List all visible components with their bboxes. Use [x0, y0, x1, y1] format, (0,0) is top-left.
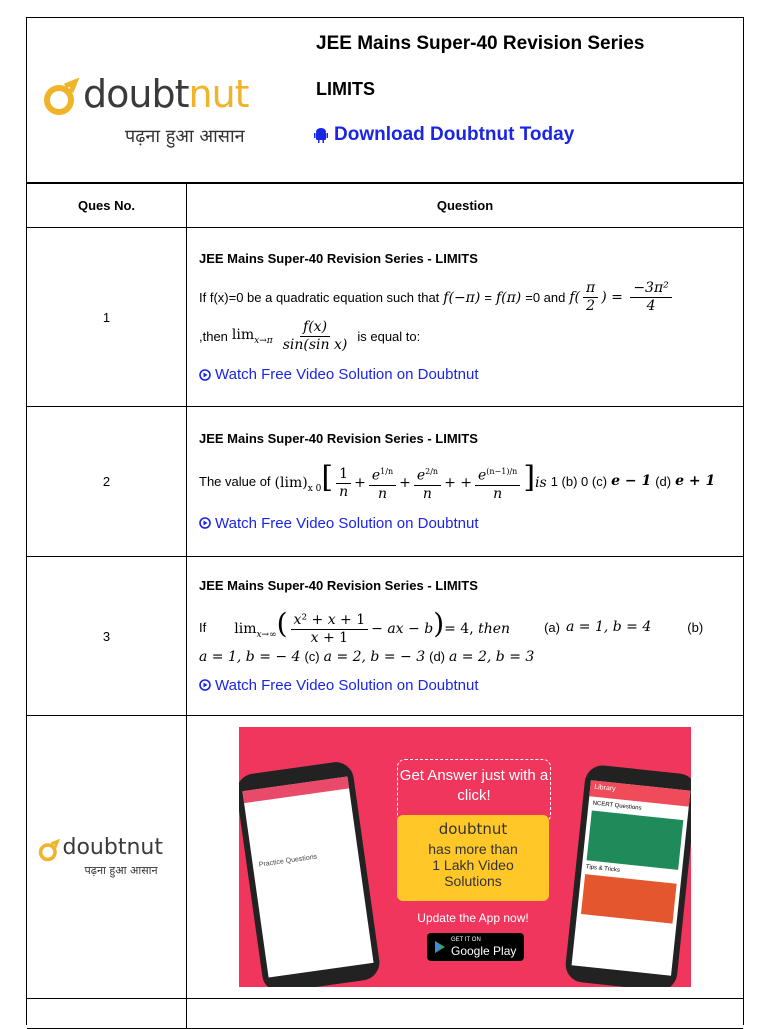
document-page	[26, 17, 744, 1025]
play-icon	[199, 679, 211, 691]
table-row	[27, 228, 743, 407]
google-play-button[interactable]: GET IT ON Google Play	[427, 933, 524, 961]
math-expression: $\lim_{x\to\pi}$	[231, 327, 273, 346]
question-number: 1	[27, 228, 187, 407]
table-row	[27, 557, 743, 716]
question-cell	[187, 407, 744, 557]
question-text: If $\lim_{x\to\infty}$( $\frac{\text{x² + x + 1}}{x + 1}$ − ax − b)= 4, then (a) a = 1, b = 4 (b)	[199, 607, 704, 646]
question-text: The value of $(\lim)_{x 0}$[ $\frac{1}{n}$ + $\frac{e^{1/n}}{n}$ + $\frac{e^{2/n}}{n}$ + + $\frac{e^{(n-1)/n}}{n}$ ]is 1 (b) 0 (c) e − 1 (d) e + 1	[199, 460, 716, 502]
question-cell	[187, 557, 744, 716]
math-expression: f(−π)	[443, 289, 481, 306]
question-heading: JEE Mains Super-40 Revision Series - LIMITS	[199, 578, 478, 594]
series-title: JEE Mains Super-40 Revision Series	[316, 33, 645, 54]
math-expression: $\lim_{x\to\infty}$( $\frac{\text{x² + x + 1}}{x + 1}$ − ax − b)= 4, then	[234, 607, 511, 646]
table-row	[27, 999, 743, 1029]
download-label: Download Doubtnut Today	[334, 124, 575, 145]
download-link[interactable]	[314, 124, 574, 146]
promo-banner[interactable]	[239, 727, 691, 987]
table-header-row	[27, 184, 743, 228]
play-icon	[199, 369, 211, 381]
promo-row	[27, 716, 743, 999]
question-number: 2	[27, 407, 187, 557]
page-header	[27, 18, 743, 184]
column-header-ques-no: Ques No.	[27, 184, 187, 228]
doubtnut-logo-small: doubtnut पढ़ना हुआ आसान	[37, 835, 177, 879]
questions-table	[27, 183, 743, 1029]
promo-logo-cell	[27, 716, 187, 999]
logo-tagline: पढ़ना हुआ आसान	[125, 126, 245, 147]
column-header-question: Question	[187, 184, 744, 228]
watch-video-link[interactable]: Watch Free Video Solution on Doubtnut	[199, 515, 731, 532]
math-expression: f( $\frac{\pi}{2}$ ) = $\frac{\text{−3π²}}{4}$	[569, 280, 674, 315]
promo-claim-box: doubtnut has more than 1 Lakh Video Solutions	[397, 815, 549, 901]
phone-left-image: Practice Questions	[239, 760, 382, 987]
question-text-2: ,then $\lim_{x\to\pi}$ $\frac{f(x)}{\text{sin(sin x)}}$ is equal to:	[199, 319, 421, 353]
doubtnut-logo	[41, 64, 276, 156]
question-heading: JEE Mains Super-40 Revision Series - LIMITS	[199, 251, 478, 266]
watch-video-link[interactable]: Watch Free Video Solution on Doubtnut	[199, 677, 731, 694]
question-cell	[187, 228, 744, 407]
doubtnut-logo-icon	[41, 78, 81, 118]
promo-banner-cell	[187, 716, 744, 999]
android-icon	[314, 127, 328, 143]
question-heading: JEE Mains Super-40 Revision Series - LIMITS	[199, 431, 478, 447]
question-number: 3	[27, 557, 187, 716]
question-text: If f(x)=0 be a quadratic equation such that f(−π) = f(π) =0 and f( $\frac{\pi}{2}$ ) = $\frac{\text{−3π²}}{4}$	[199, 280, 731, 315]
watch-video-link[interactable]: Watch Free Video Solution on Doubtnut	[199, 366, 731, 383]
doubtnut-logo-icon	[37, 839, 61, 863]
promo-headline: Get Answer just with a click!	[397, 759, 551, 823]
table-row	[27, 407, 743, 557]
topic-title: LIMITS	[316, 79, 375, 99]
google-play-icon	[433, 940, 447, 954]
math-expression: $(\lim)_{x 0}$[ $\frac{1}{n}$ + $\frac{e^{1/n}}{n}$ + $\frac{e^{2/n}}{n}$ + + $\frac{e^{(n-1)/n}}{n}$ ]is	[274, 460, 547, 502]
phone-right-image: Library NCERT Questions Tips & Tricks	[564, 764, 691, 987]
question-options: a = 1, b = − 4 (c) a = 2, b = − 3 (d) a = 2, b = 3	[199, 648, 535, 665]
logo-wordmark: doubtnut	[83, 72, 249, 116]
play-icon	[199, 517, 211, 529]
promo-update-text: Update the App now!	[417, 911, 529, 925]
